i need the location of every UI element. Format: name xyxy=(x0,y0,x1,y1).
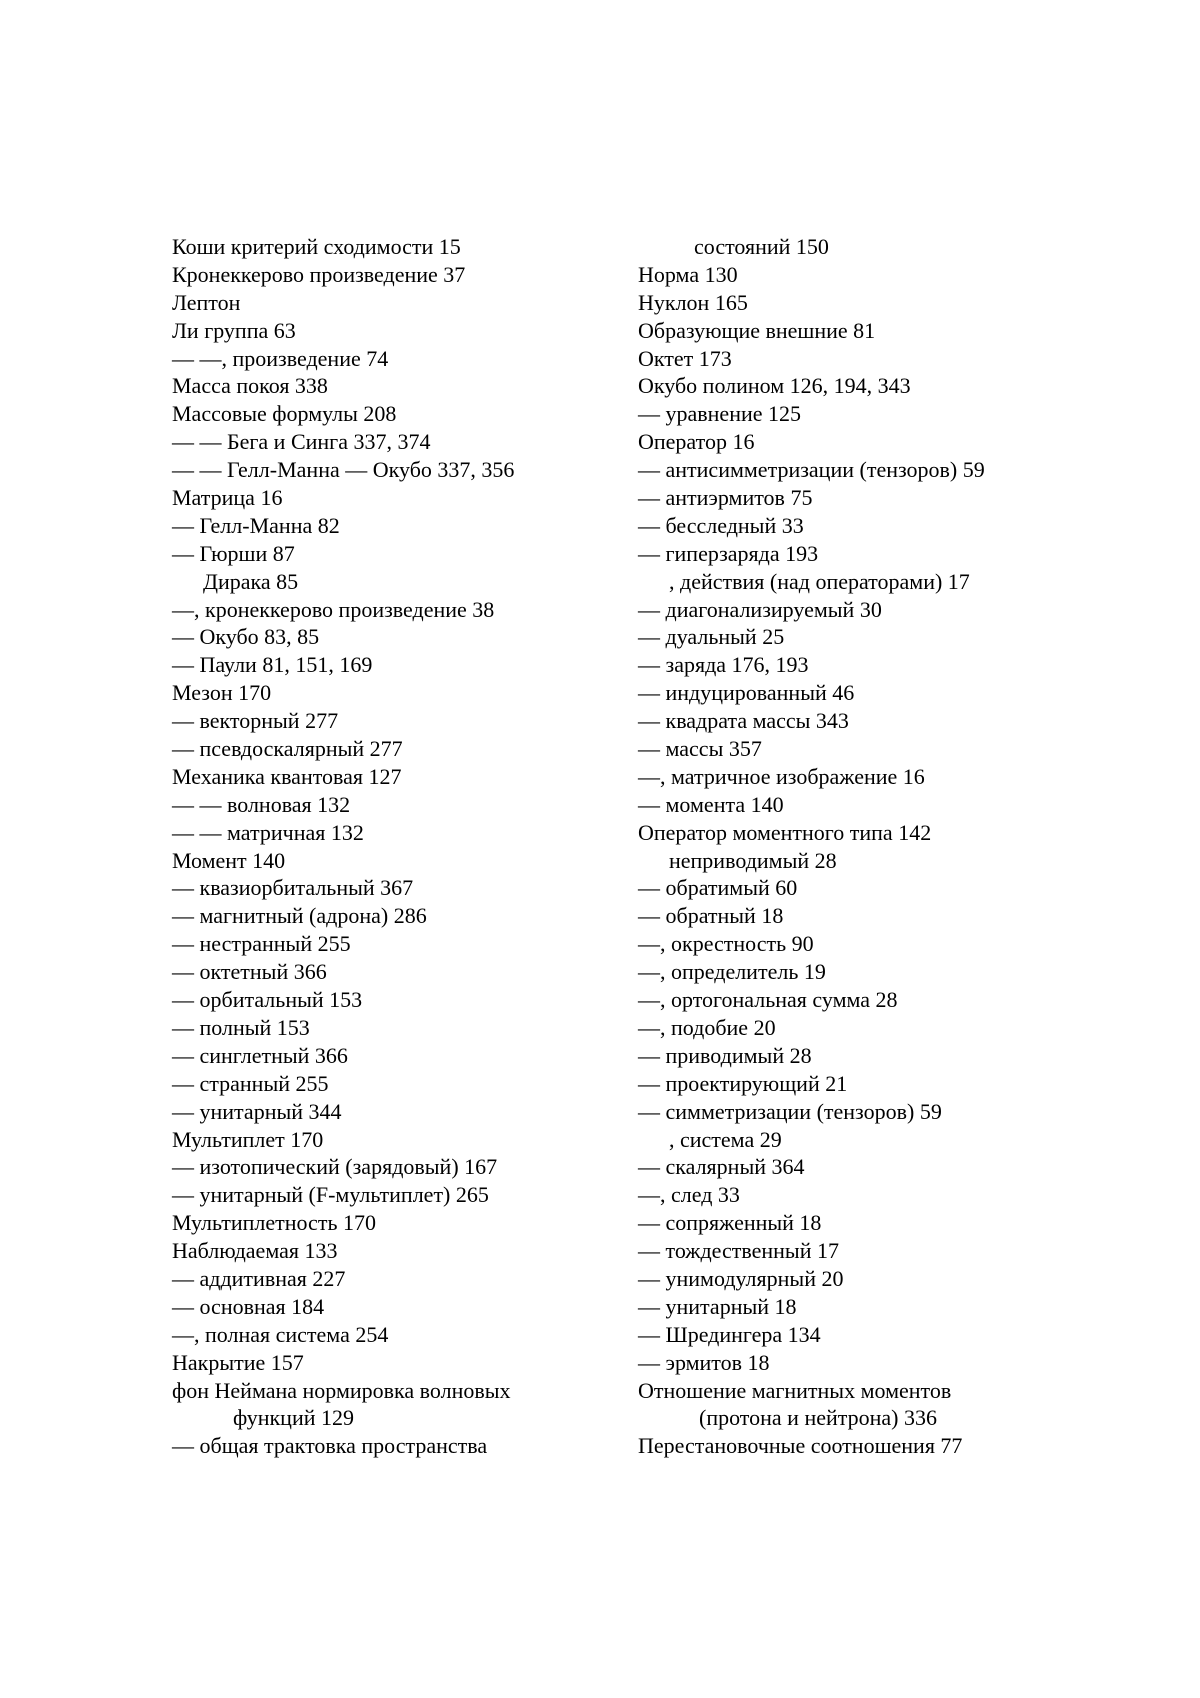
index-entry: — унитарный 18 xyxy=(638,1293,797,1319)
index-entry: — бесследный 33 xyxy=(638,512,804,538)
index-entry: — общая трактовка пространства xyxy=(172,1433,488,1459)
index-entry: — Гюрши 87 xyxy=(172,540,295,566)
index-entry: — Паули 81, 151, 169 xyxy=(172,652,373,678)
index-entry: —, полная система 254 xyxy=(172,1321,389,1347)
index-entry: — синглетный 366 xyxy=(172,1042,348,1068)
index-entry: Механика квантовая 127 xyxy=(172,763,402,789)
index-entry: Дирака 85 xyxy=(203,568,299,594)
index-entry: — проектирующий 21 xyxy=(638,1070,848,1096)
index-entry: —, окрестность 90 xyxy=(638,931,814,957)
index-entry: — квадрата массы 343 xyxy=(638,708,849,734)
index-entry: Образующие внешние 81 xyxy=(638,317,876,343)
index-entry: — уравнение 125 xyxy=(638,401,802,427)
index-entry: — унитарный (F-мультиплет) 265 xyxy=(172,1182,489,1208)
index-entry: Нуклон 165 xyxy=(638,289,748,315)
index-entry: — дуальный 25 xyxy=(638,624,785,650)
index-entry: Ли группа 63 xyxy=(172,317,296,343)
index-entry: — псевдоскалярный 277 xyxy=(172,736,403,762)
index-entry: , действия (над операторами) 17 xyxy=(669,568,970,594)
index-entry: — основная 184 xyxy=(172,1293,325,1319)
index-entry: — квазиорбитальный 367 xyxy=(172,875,414,901)
index-entry: Кронеккерово произведение 37 xyxy=(172,261,466,287)
index-entry: — сопряженный 18 xyxy=(638,1210,822,1236)
index-entry: — орбитальный 153 xyxy=(172,987,363,1013)
index-entry: — массы 357 xyxy=(638,736,762,762)
index-entry: Момент 140 xyxy=(172,847,286,873)
index-entry: Мультиплет 170 xyxy=(172,1126,324,1152)
index-entry: — нестранный 255 xyxy=(172,931,351,957)
index-entry: — приводимый 28 xyxy=(638,1042,812,1068)
index-entry: Норма 130 xyxy=(638,261,738,287)
index-entry: — — Бега и Синга 337, 374 xyxy=(172,429,431,455)
index-entry: — обратный 18 xyxy=(638,903,784,929)
index-entry: — гиперзаряда 193 xyxy=(638,540,819,566)
index-entry: Октет 173 xyxy=(638,345,732,371)
index-entry: —, определитель 19 xyxy=(638,959,826,985)
index-entry: —, след 33 xyxy=(638,1182,740,1208)
index-entry: — Окубо 83, 85 xyxy=(172,624,320,650)
index-entry: , система 29 xyxy=(669,1126,782,1152)
index-entry: функций 129 xyxy=(233,1405,354,1431)
index-entry: Масса покоя 338 xyxy=(172,373,328,399)
index-entry: Наблюдаемая 133 xyxy=(172,1238,338,1264)
index-entry: Перестановочные соотношения 77 xyxy=(638,1433,963,1459)
index-entry: — симметризации (тензоров) 59 xyxy=(638,1098,942,1124)
index-entry: — магнитный (адрона) 286 xyxy=(172,903,427,929)
index-entry: — векторный 277 xyxy=(172,708,339,734)
index-column-left xyxy=(172,233,612,1460)
index-entry: — изотопический (зарядовый) 167 xyxy=(172,1154,498,1180)
index-entry: — антисимметризации (тензоров) 59 xyxy=(638,457,985,483)
index-entry: Мультиплетность 170 xyxy=(172,1210,376,1236)
index-entry: — Шредингера 134 xyxy=(638,1321,821,1347)
index-entry: неприводимый 28 xyxy=(669,847,837,873)
index-entry: — — волновая 132 xyxy=(172,791,351,817)
index-entry: Отношение магнитных моментов xyxy=(638,1377,952,1403)
index-entry: —, кронеккерово произведение 38 xyxy=(172,596,495,622)
index-entry: — — матричная 132 xyxy=(172,819,364,845)
index-entry: — аддитивная 227 xyxy=(172,1265,346,1291)
index-entry: — скалярный 364 xyxy=(638,1154,805,1180)
index-entry: — момента 140 xyxy=(638,791,784,817)
index-entry: — эрмитов 18 xyxy=(638,1349,770,1375)
index-entry: —, матричное изображение 16 xyxy=(638,763,925,789)
index-entry: Оператор моментного типа 142 xyxy=(638,819,932,845)
index-entry: —, ортогональная сумма 28 xyxy=(638,987,898,1013)
index-column-right xyxy=(638,233,1058,1460)
index-entry: — — Гелл-Манна — Окубо 337, 356 xyxy=(172,457,515,483)
index-entry: — диагонализируемый 30 xyxy=(638,596,882,622)
index-entry: — —, произведение 74 xyxy=(172,345,389,371)
index-entry: — странный 255 xyxy=(172,1070,329,1096)
index-entry: — полный 153 xyxy=(172,1014,310,1040)
index-entry: состояний 150 xyxy=(694,234,829,259)
index-entry: — унимодулярный 20 xyxy=(638,1265,844,1291)
index-entry: Коши критерий сходимости 15 xyxy=(172,234,461,259)
index-entry: фон Неймана нормировка волновых xyxy=(172,1377,511,1403)
index-entry: — тождественный 17 xyxy=(638,1238,839,1264)
index-entry: — индуцированный 46 xyxy=(638,680,855,706)
index-entry: — унитарный 344 xyxy=(172,1098,342,1124)
index-entry: Мезон 170 xyxy=(172,680,272,706)
index-entry: Накрытие 157 xyxy=(172,1349,304,1375)
index-entry: Лептон xyxy=(172,289,241,315)
index-entry: — заряда 176, 193 xyxy=(638,652,809,678)
index-entry: — октетный 366 xyxy=(172,959,327,985)
index-entry: Массовые формулы 208 xyxy=(172,401,397,427)
index-entry: — обратимый 60 xyxy=(638,875,798,901)
index-entry: — антиэрмитов 75 xyxy=(638,485,813,511)
index-entry: — Гелл-Манна 82 xyxy=(172,512,340,538)
index-entry: Окубо полином 126, 194, 343 xyxy=(638,373,911,399)
index-entry: —, подобие 20 xyxy=(638,1014,776,1040)
index-entry: Оператор 16 xyxy=(638,429,755,455)
index-entry: (протона и нейтрона) 336 xyxy=(699,1405,938,1431)
index-entry: Матрица 16 xyxy=(172,485,283,511)
